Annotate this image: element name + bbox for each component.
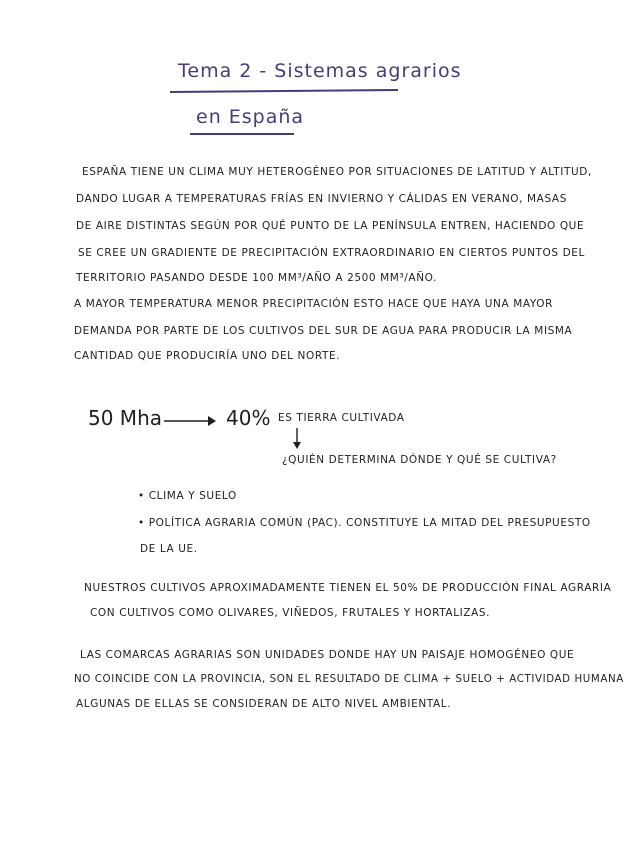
title-underline bbox=[170, 89, 398, 92]
right-arrow-icon bbox=[164, 414, 216, 428]
paragraph1-line: DE AIRE DISTINTAS SEGÚN POR QUÉ PUNTO DE LA PENÍNSULA ENTREN, HACIENDO QUE bbox=[76, 220, 585, 232]
page-subtitle: en España bbox=[196, 106, 305, 128]
down-arrow-icon bbox=[291, 428, 303, 450]
stat-description: ES TIERRA CULTIVADA bbox=[278, 412, 405, 424]
bullet-item: • CLIMA Y SUELO bbox=[138, 490, 237, 502]
subtitle-underline bbox=[190, 133, 294, 135]
paragraph1-line: SE CREE UN GRADIENTE DE PRECIPITACIÓN EXTRAORDINARIO EN CIERTOS PUNTOS DEL bbox=[78, 247, 585, 259]
paragraph3-line: NUESTROS CULTIVOS APROXIMADAMENTE TIENEN EL 50% DE PRODUCCIÓN FINAL AGRARIA bbox=[84, 582, 612, 594]
page-title: Tema 2 - Sistemas agrarios bbox=[178, 60, 462, 82]
paragraph1-line: ESPAÑA TIENE UN CLIMA MUY HETEROGÉNEO POR SITUACIONES DE LATITUD Y ALTITUD, bbox=[82, 166, 592, 178]
bullet-item-continuation: DE LA UE. bbox=[140, 543, 198, 555]
question-text: ¿QUIÉN DETERMINA DÓNDE Y QUÉ SE CULTIVA? bbox=[282, 454, 557, 466]
paragraph2-line: CANTIDAD QUE PRODUCIRÍA UNO DEL NORTE. bbox=[74, 350, 341, 362]
stat-area: 50 Mha bbox=[88, 406, 162, 430]
paragraph2-line: DEMANDA POR PARTE DE LOS CULTIVOS DEL SUR DE AGUA PARA PRODUCIR LA MISMA bbox=[74, 325, 573, 337]
paragraph4-line: LAS COMARCAS AGRARIAS SON UNIDADES DONDE HAY UN PAISAJE HOMOGÉNEO QUE bbox=[80, 649, 575, 661]
paragraph2-line: A MAYOR TEMPERATURA MENOR PRECIPITACIÓN ESTO HACE QUE HAYA UNA MAYOR bbox=[74, 298, 554, 310]
stat-percentage: 40% bbox=[226, 406, 271, 430]
paragraph3-line: CON CULTIVOS COMO OLIVARES, VIÑEDOS, FRUTALES Y HORTALIZAS. bbox=[90, 607, 491, 619]
paragraph4-line: ALGUNAS DE ELLAS SE CONSIDERAN DE ALTO NIVEL AMBIENTAL. bbox=[76, 698, 452, 710]
paragraph4-line: NO COINCIDE CON LA PROVINCIA, SON EL RESULTADO DE CLIMA + SUELO + ACTIVIDAD HUMANA bbox=[74, 673, 624, 685]
paragraph1-line: DANDO LUGAR A TEMPERATURAS FRÍAS EN INVIERNO Y CÁLIDAS EN VERANO, MASAS bbox=[76, 193, 567, 205]
bullet-item: • POLÍTICA AGRARIA COMÚN (PAC). CONSTITUYE LA MITAD DEL PRESUPUESTO bbox=[138, 517, 591, 529]
paragraph1-line: TERRITORIO PASANDO DESDE 100 MM³/AÑO A 2500 MM³/AÑO. bbox=[76, 272, 438, 284]
